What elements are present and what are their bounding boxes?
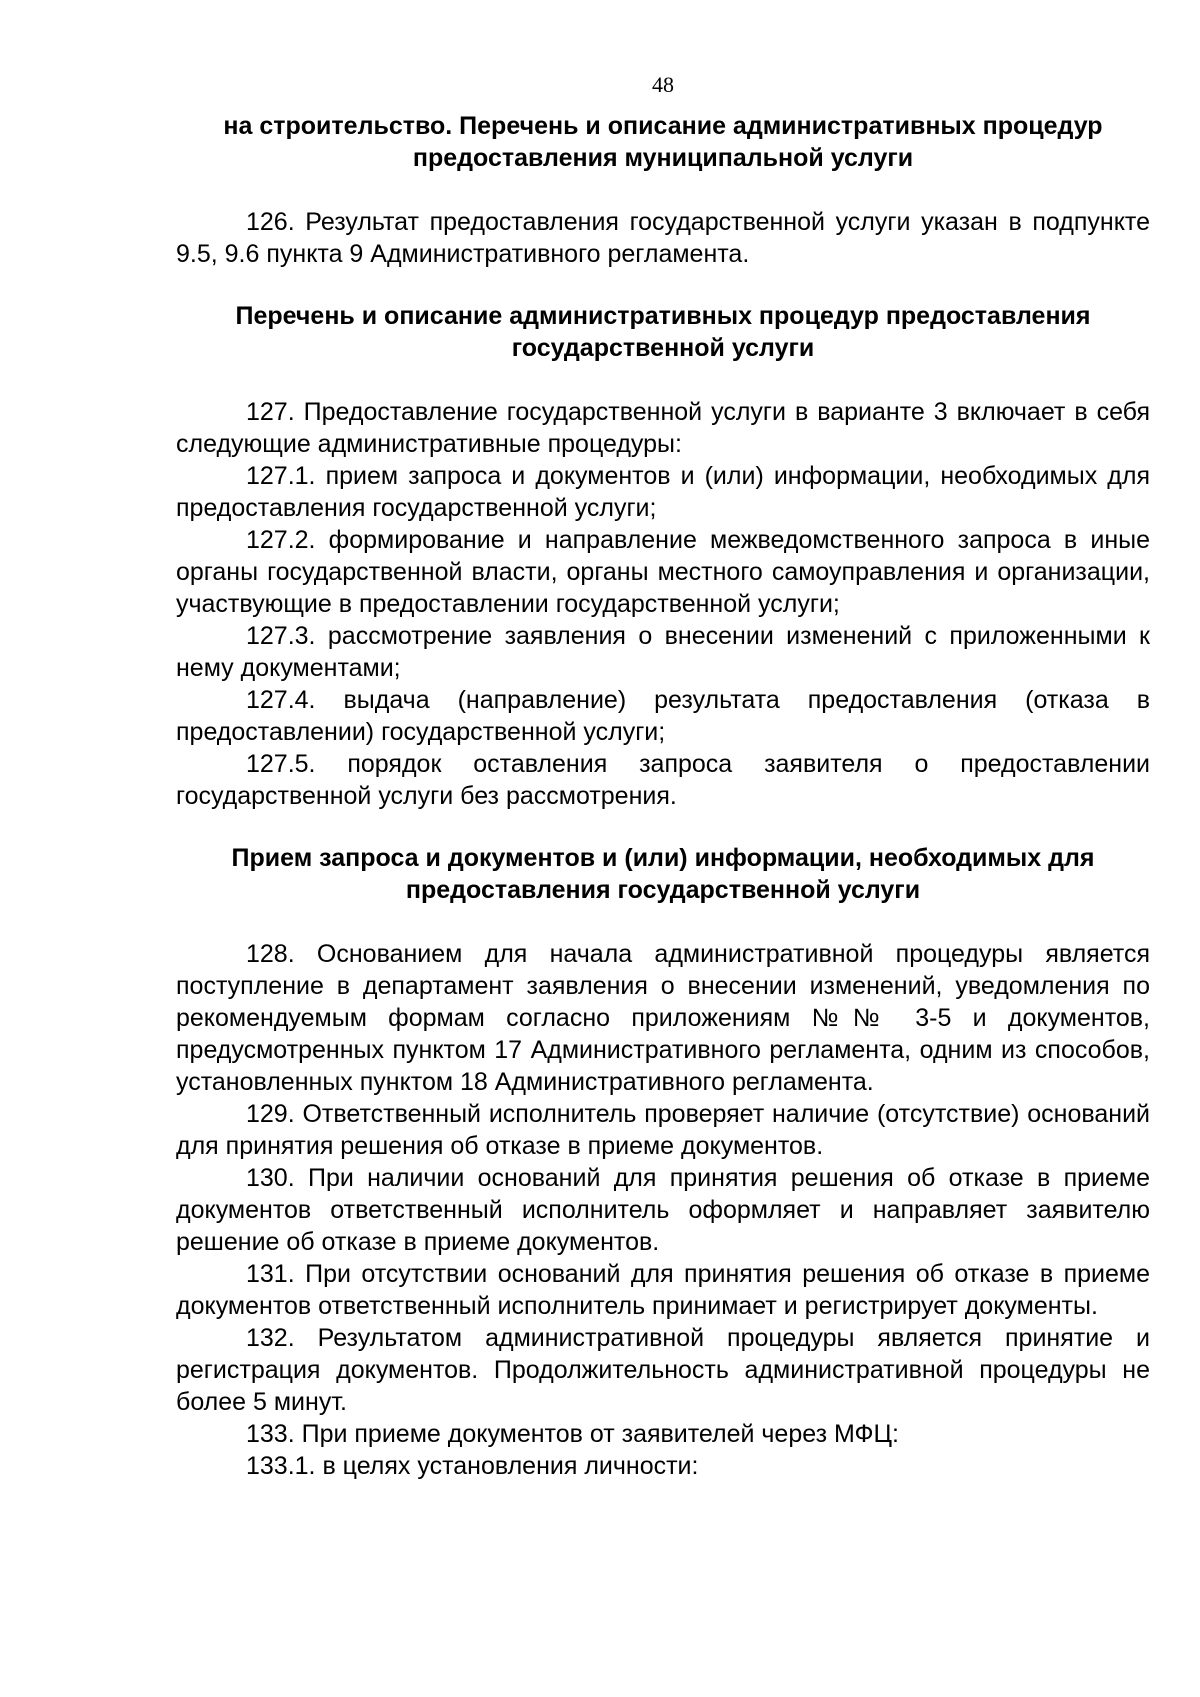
paragraph-130: 130. При наличии оснований для принятия решения об отказе в приеме документов ответственный исполнитель оформляет и направляет заявителю решение об отказе в приеме документов.: [176, 1164, 1150, 1256]
paragraph-127-1: 127.1. прием запроса и документов и (или) информации, необходимых для предоставления государственной услуги;: [176, 462, 1150, 522]
paragraph-133: 133. При приеме документов от заявителей через МФЦ:: [246, 1420, 899, 1448]
section-heading-procedures-list: Перечень и описание административных процедур предоставления государственной услуги: [235, 302, 1091, 362]
paragraph-127-2: 127.2. формирование и направление межведомственного запроса в иные органы государственной власти, органы местного самоуправления и организации, участвующие в предоставлении государственной услуги;: [176, 526, 1150, 618]
spacer: [176, 364, 1150, 396]
paragraph-127-3: 127.3. рассмотрение заявления о внесении изменений с приложенными к нему документами;: [176, 622, 1150, 682]
section-heading-construction: на строительство. Перечень и описание административных процедур предоставления муниципальной услуги: [223, 112, 1103, 172]
paragraph-133-1: 133.1. в целях установления личности:: [246, 1452, 699, 1480]
spacer: [176, 270, 1150, 300]
section-heading-request-reception: Прием запроса и документов и (или) информации, необходимых для предоставления государственной услуги: [231, 844, 1095, 904]
document-page: [176, 70, 1150, 1482]
paragraph-131: 131. При отсутствии оснований для принятия решения об отказе в приеме документов ответственный исполнитель принимает и регистрирует документы.: [176, 1260, 1150, 1320]
spacer: [176, 906, 1150, 938]
paragraph-127-5: 127.5. порядок оставления запроса заявителя о предоставлении государственной услуги без рассмотрения.: [176, 750, 1150, 810]
paragraph-128: 128. Основанием для начала административной процедуры является поступление в департамент заявления о внесении изменений, уведомления по рекомендуемым формам согласно приложениям №№ 3-5 и документов, предусмотренных пунктом 17 Административного регламента, одним из способов, установленных пунктом 18 Административного регламента.: [176, 940, 1150, 1096]
paragraph-126: 126. Результат предоставления государственной услуги указан в подпункте 9.5, 9.6 пункта 9 Административного регламента.: [176, 208, 1150, 268]
paragraph-127: 127. Предоставление государственной услуги в варианте 3 включает в себя следующие административные процедуры:: [176, 398, 1150, 458]
spacer: [176, 174, 1150, 206]
spacer: [176, 812, 1150, 842]
paragraph-132: 132. Результатом административной процедуры является принятие и регистрация документов. Продолжительность административной процедуры не более 5 минут.: [176, 1324, 1150, 1416]
paragraph-129: 129. Ответственный исполнитель проверяет наличие (отсутствие) оснований для принятия решения об отказе в приеме документов.: [176, 1100, 1150, 1160]
paragraph-127-4: 127.4. выдача (направление) результата предоставления (отказа в предоставлении) государственной услуги;: [176, 686, 1150, 746]
page-number: 48: [652, 72, 674, 97]
